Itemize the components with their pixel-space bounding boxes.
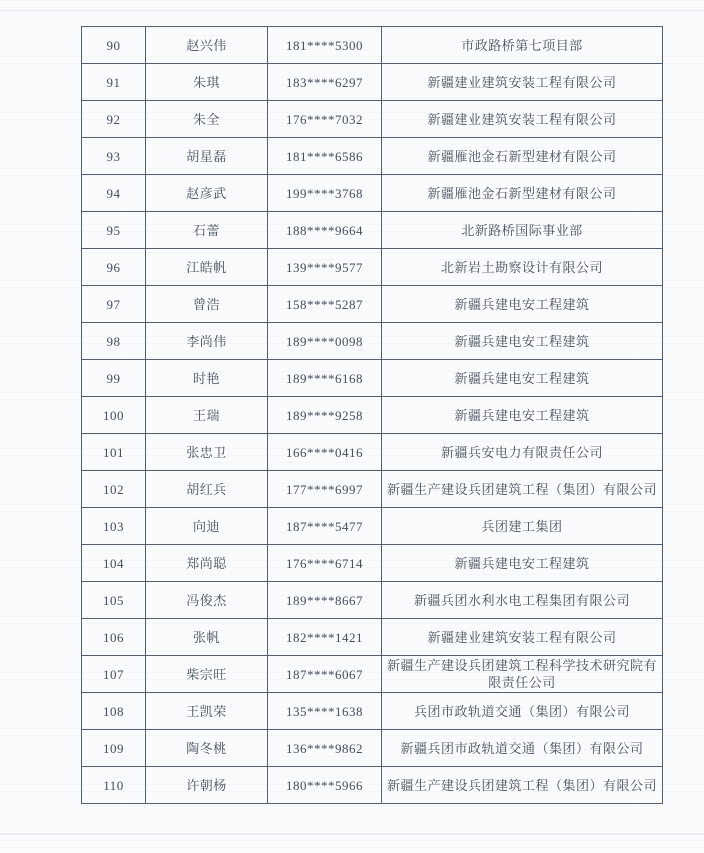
table-row	[82, 64, 663, 101]
cell-phone: 189****6168	[268, 360, 382, 397]
cell-phone: 166****0416	[268, 434, 382, 471]
cell-phone: 177****6997	[268, 471, 382, 508]
cell-name: 王凯荣	[146, 693, 268, 730]
cell-company: 新疆建业建筑安装工程有限公司	[382, 101, 663, 138]
cell-phone: 176****7032	[268, 101, 382, 138]
cell-name: 赵彦武	[146, 175, 268, 212]
table-row	[82, 471, 663, 508]
cell-phone: 189****8667	[268, 582, 382, 619]
cell-name: 石蕾	[146, 212, 268, 249]
cell-company: 新疆雁池金石新型建材有限公司	[382, 175, 663, 212]
cell-name: 胡红兵	[146, 471, 268, 508]
table-row	[82, 212, 663, 249]
cell-name: 胡星磊	[146, 138, 268, 175]
cell-phone: 187****5477	[268, 508, 382, 545]
cell-name: 时艳	[146, 360, 268, 397]
cell-no: 104	[82, 545, 146, 582]
cell-no: 101	[82, 434, 146, 471]
cell-company: 新疆建业建筑安装工程有限公司	[382, 619, 663, 656]
cell-no: 98	[82, 323, 146, 360]
cell-phone: 183****6297	[268, 64, 382, 101]
cell-no: 103	[82, 508, 146, 545]
cell-phone: 188****9664	[268, 212, 382, 249]
cell-name: 朱全	[146, 101, 268, 138]
scan-artifact-line	[0, 10, 704, 11]
table-row	[82, 767, 663, 804]
cell-company: 兵团建工集团	[382, 508, 663, 545]
cell-no: 110	[82, 767, 146, 804]
cell-phone: 187****6067	[268, 656, 382, 693]
cell-phone: 139****9577	[268, 249, 382, 286]
cell-phone: 181****6586	[268, 138, 382, 175]
cell-company: 新疆兵建电安工程建筑	[382, 545, 663, 582]
cell-no: 99	[82, 360, 146, 397]
cell-no: 95	[82, 212, 146, 249]
table-row	[82, 360, 663, 397]
cell-no: 108	[82, 693, 146, 730]
cell-no: 90	[82, 27, 146, 64]
cell-no: 94	[82, 175, 146, 212]
cell-phone: 158****5287	[268, 286, 382, 323]
roster-table	[81, 26, 663, 804]
cell-name: 张忠卫	[146, 434, 268, 471]
table-row	[82, 138, 663, 175]
cell-company: 新疆雁池金石新型建材有限公司	[382, 138, 663, 175]
table-row	[82, 656, 663, 693]
table-row	[82, 249, 663, 286]
cell-company: 新疆兵建电安工程建筑	[382, 323, 663, 360]
table-row	[82, 508, 663, 545]
cell-name: 李尚伟	[146, 323, 268, 360]
cell-phone: 189****0098	[268, 323, 382, 360]
roster-table-body	[82, 27, 663, 804]
cell-no: 92	[82, 101, 146, 138]
cell-name: 向迪	[146, 508, 268, 545]
cell-company: 新疆兵建电安工程建筑	[382, 360, 663, 397]
cell-name: 郑尚聪	[146, 545, 268, 582]
cell-name: 柴宗旺	[146, 656, 268, 693]
cell-company: 新疆兵安电力有限责任公司	[382, 434, 663, 471]
cell-name: 江皓帆	[146, 249, 268, 286]
cell-phone: 189****9258	[268, 397, 382, 434]
table-row	[82, 582, 663, 619]
table-row	[82, 323, 663, 360]
cell-name: 张帆	[146, 619, 268, 656]
cell-company: 新疆建业建筑安装工程有限公司	[382, 64, 663, 101]
cell-company: 新疆兵建电安工程建筑	[382, 397, 663, 434]
cell-no: 107	[82, 656, 146, 693]
cell-company: 兵团市政轨道交通（集团）有限公司	[382, 693, 663, 730]
cell-phone: 199****3768	[268, 175, 382, 212]
cell-no: 96	[82, 249, 146, 286]
cell-company: 北新岩土勘察设计有限公司	[382, 249, 663, 286]
cell-name: 赵兴伟	[146, 27, 268, 64]
cell-phone: 136****9862	[268, 730, 382, 767]
table-row	[82, 101, 663, 138]
cell-no: 105	[82, 582, 146, 619]
cell-phone: 180****5966	[268, 767, 382, 804]
scan-artifact-line	[0, 833, 704, 835]
cell-no: 102	[82, 471, 146, 508]
cell-company: 新疆兵建电安工程建筑	[382, 286, 663, 323]
cell-phone: 176****6714	[268, 545, 382, 582]
cell-name: 曾浩	[146, 286, 268, 323]
cell-phone: 181****5300	[268, 27, 382, 64]
cell-company: 新疆生产建设兵团建筑工程（集团）有限公司	[382, 767, 663, 804]
cell-company: 新疆兵团市政轨道交通（集团）有限公司	[382, 730, 663, 767]
cell-company: 新疆生产建设兵团建筑工程（集团）有限公司	[382, 471, 663, 508]
table-row	[82, 434, 663, 471]
cell-name: 冯俊杰	[146, 582, 268, 619]
cell-no: 106	[82, 619, 146, 656]
cell-company: 新疆生产建设兵团建筑工程科学技术研究院有限责任公司	[382, 656, 663, 693]
cell-company: 新疆兵团水利水电工程集团有限公司	[382, 582, 663, 619]
cell-phone: 135****1638	[268, 693, 382, 730]
table-row	[82, 730, 663, 767]
table-row	[82, 27, 663, 64]
table-row	[82, 545, 663, 582]
table-row	[82, 397, 663, 434]
cell-name: 许朝杨	[146, 767, 268, 804]
cell-no: 91	[82, 64, 146, 101]
cell-name: 朱琪	[146, 64, 268, 101]
cell-name: 陶冬桃	[146, 730, 268, 767]
table-row	[82, 693, 663, 730]
table-row	[82, 286, 663, 323]
cell-no: 109	[82, 730, 146, 767]
cell-company: 北新路桥国际事业部	[382, 212, 663, 249]
cell-name: 王瑞	[146, 397, 268, 434]
table-row	[82, 175, 663, 212]
cell-company: 市政路桥第七项目部	[382, 27, 663, 64]
cell-no: 97	[82, 286, 146, 323]
cell-no: 93	[82, 138, 146, 175]
cell-no: 100	[82, 397, 146, 434]
table-row	[82, 619, 663, 656]
cell-phone: 182****1421	[268, 619, 382, 656]
